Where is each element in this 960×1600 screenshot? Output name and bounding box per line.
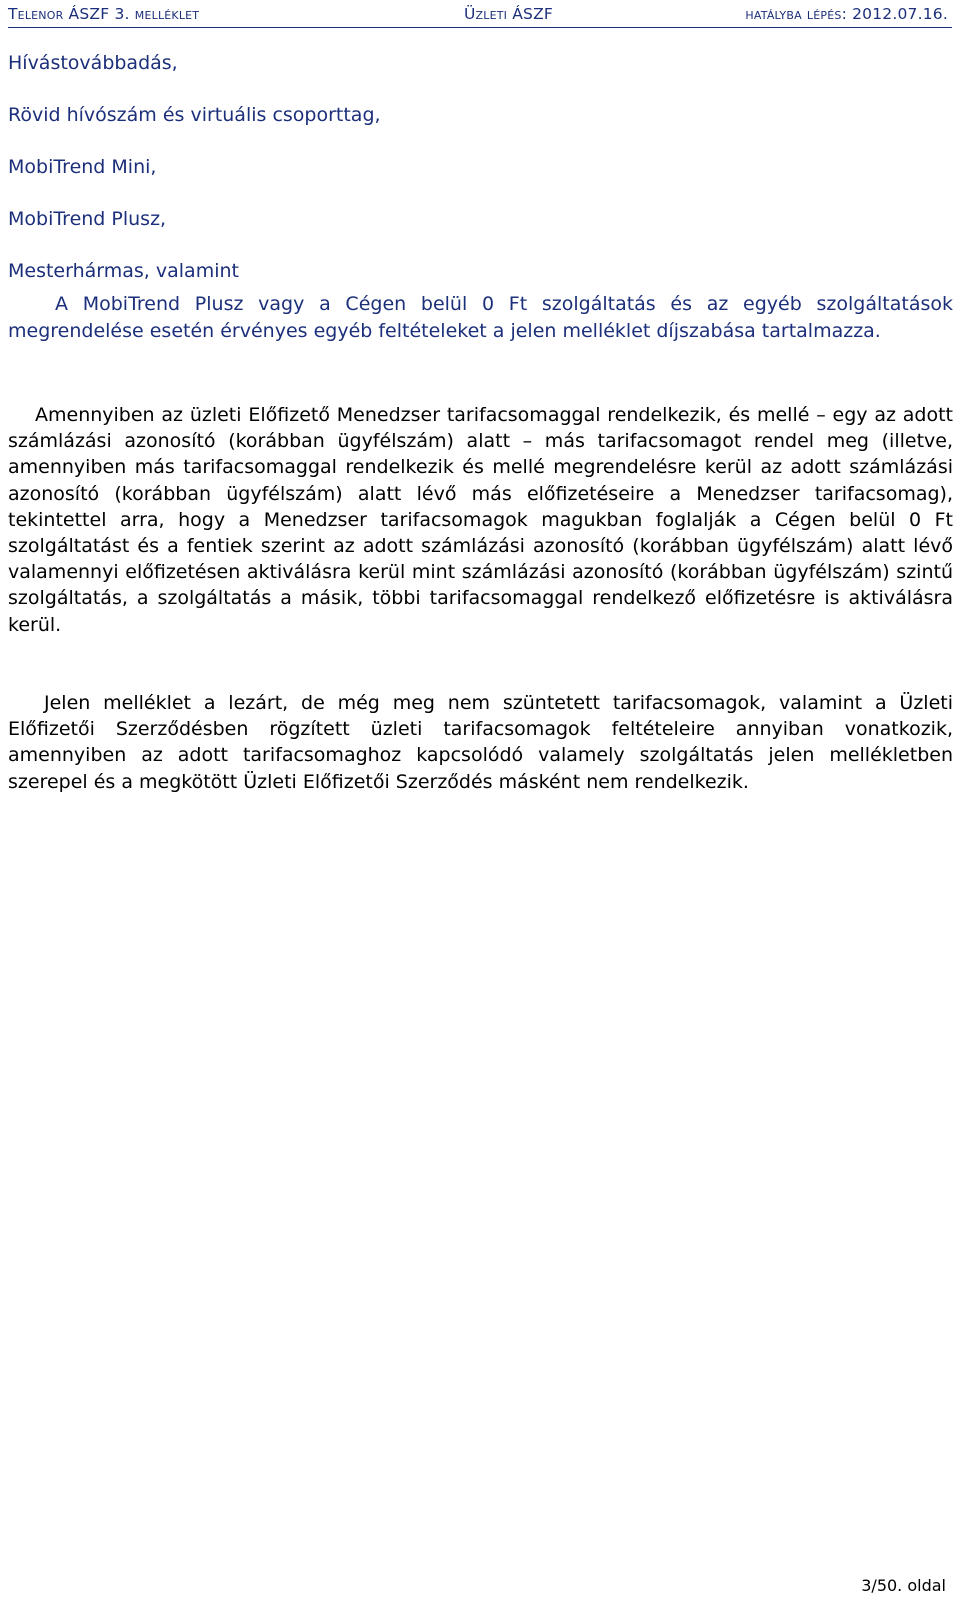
paragraph-manager-package [8, 402, 953, 638]
page-header [8, 5, 952, 28]
paragraph-conditions-text: A MobiTrend Plusz vagy a Cégen belül 0 Ft szolgáltatás és az egyéb szolgáltatások megrendelése esetén érvényes egyéb feltételeket a jelen melléklet díjszabása tartalmazza. [8, 293, 953, 342]
page-number: 3/50. oldal [861, 1576, 946, 1595]
header-effective-date: hatályba lépés: 2012.07.16. [745, 5, 948, 23]
paragraph-conditions [8, 291, 953, 344]
paragraph-scope [8, 690, 953, 795]
paragraph-scope-text: Jelen melléklet a lezárt, de még meg nem szüntetett tarifacsomagok, valamint a Üzleti Előfizetői Szerződésben rögzített üzleti tarifacsomagok feltételeire annyiban vonatkozik, amennyiben az adott tarifacsomaghoz kapcsolódó valamely szolgáltatás jelen mellékletben szerepel és a megkötött Üzleti Előfizetői Szerződés másként nem rendelkezik. [8, 692, 953, 793]
list-item: MobiTrend Plusz, [8, 208, 167, 230]
list-item: Rövid hívószám és virtuális csoporttag, [8, 104, 381, 126]
paragraph-manager-package-text: Amennyiben az üzleti Előfizető Menedzser tarifacsomaggal rendelkezik, és mellé – egy az adott számlázási azonosító (korábban ügyfélszám) alatt – más tarifacsomagot rendel meg (illetve, amennyiben más tarifacsomaggal rendelkezik és mellé megrendelésre kerül az adott számlázási azonosító (korábban ügyfélszám) alatt lévő más előfizetéseire a Menedzser tarifacsomag), tekintettel arra, hogy a Menedzser tarifacsomagok magukban foglalják a Cégen belül 0 Ft szolgáltatást és a fentiek szerint az adott számlázási azonosító (korábban ügyfélszám) alatt lévő valamennyi előfizetésen aktiválásra kerül mint számlázási azonosító (korábban ügyfélszám) szintű szolgáltatás, a szolgáltatás a másik, többi tarifacsomaggal rendelkező előfizetésre is aktiválásra kerül. [8, 404, 953, 636]
list-item: Hívástovábbadás, [8, 52, 178, 74]
list-item: MobiTrend Mini, [8, 156, 157, 178]
header-section-title: Üzleti ÁSZF [464, 5, 554, 23]
header-document-title: Telenor ÁSZF 3. melléklet [8, 5, 200, 23]
list-item: Mesterhármas, valamint [8, 260, 239, 282]
